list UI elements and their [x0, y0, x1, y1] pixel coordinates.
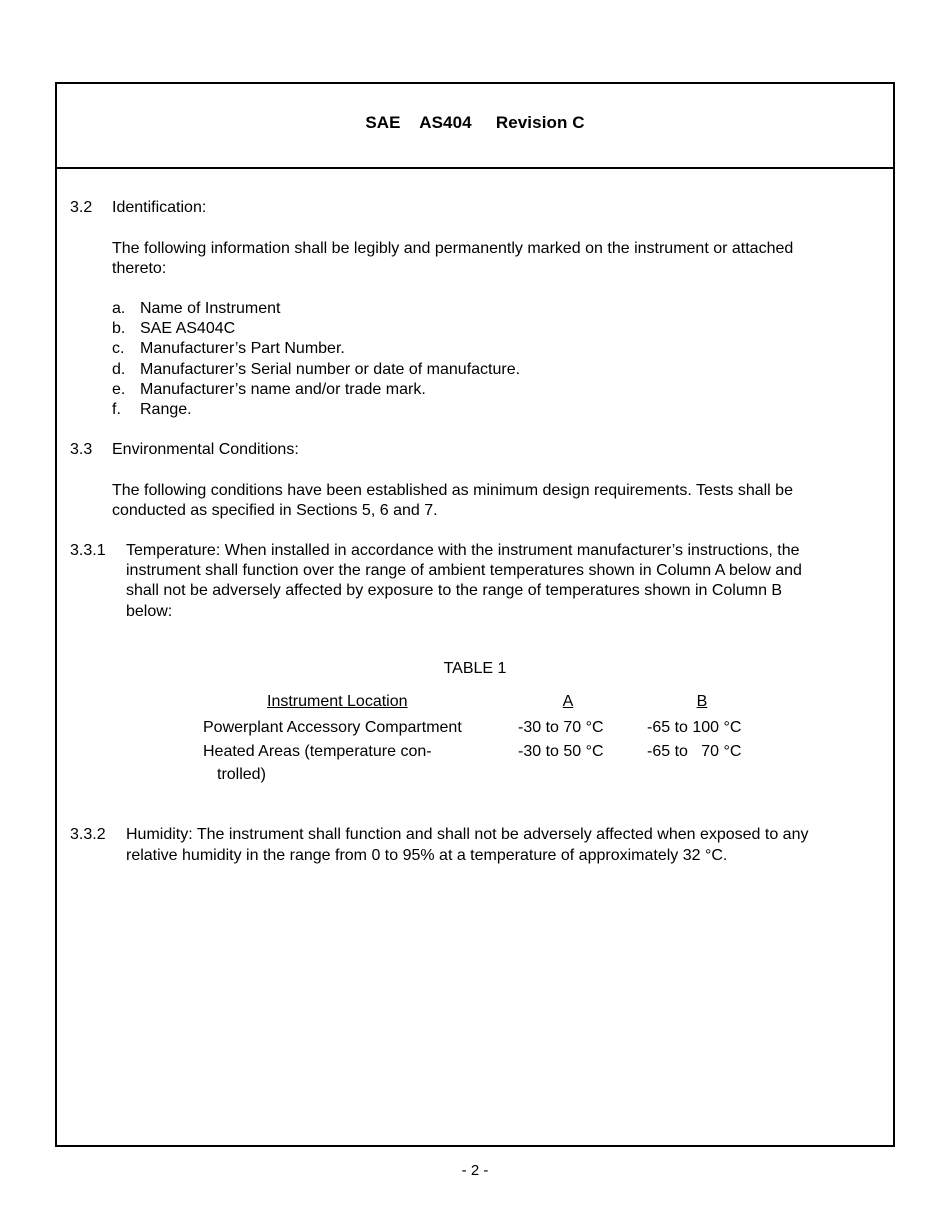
- section-number: 3.3.1: [70, 542, 106, 559]
- list-item-text: Range.: [140, 401, 192, 418]
- table-cell-col-b: -65 to 100 °C: [647, 719, 742, 736]
- list-item-letter: c.: [112, 340, 125, 357]
- paragraph-line: below:: [126, 603, 173, 620]
- table-cell-location-continued: trolled): [217, 766, 266, 783]
- section-number: 3.3.2: [70, 826, 106, 843]
- list-item-text: Manufacturer’s name and/or trade mark.: [140, 381, 426, 398]
- list-item-letter: f.: [112, 401, 121, 418]
- paragraph-line: Temperature: When installed in accordance with the instrument manufacturer’s instructions, the: [126, 542, 800, 559]
- table-cell-col-b: -65 to 70 °C: [647, 743, 742, 760]
- table-header-col-a: A: [562, 693, 574, 710]
- table-header-col-b: B: [696, 693, 708, 710]
- table-cell-col-a: -30 to 70 °C: [518, 719, 604, 736]
- list-item-text: Name of Instrument: [140, 300, 281, 317]
- section-number: 3.2: [70, 199, 93, 216]
- section-heading: Environmental Conditions:: [112, 441, 299, 458]
- paragraph-line: The following information shall be legibly and permanently marked on the instrument or attached: [112, 240, 794, 257]
- table-cell-location: Powerplant Accessory Compartment: [203, 719, 462, 736]
- paragraph-line: Humidity: The instrument shall function and shall not be adversely affected when exposed to any: [126, 826, 809, 843]
- paragraph-line: shall not be adversely affected by exposure to the range of temperatures shown in Column B: [126, 582, 783, 599]
- paragraph-line: thereto:: [112, 260, 167, 277]
- table-cell-location: Heated Areas (temperature con-: [203, 743, 432, 760]
- list-item-letter: b.: [112, 320, 126, 337]
- list-item-text: SAE AS404C: [140, 320, 236, 337]
- paragraph-line: instrument shall function over the range of ambient temperatures shown in Column A below and: [126, 562, 802, 579]
- paragraph-line: The following conditions have been established as minimum design requirements. Tests shall be: [112, 482, 793, 499]
- section-heading: Identification:: [112, 199, 207, 216]
- paragraph-line: relative humidity in the range from 0 to 95% at a temperature of approximately 32 °C.: [126, 847, 728, 864]
- table-header-location: Instrument Location: [267, 693, 408, 710]
- document-title: SAE AS404 Revision C: [365, 113, 585, 132]
- section-number: 3.3: [70, 441, 93, 458]
- list-item-letter: e.: [112, 381, 126, 398]
- table-title: TABLE 1: [443, 660, 507, 677]
- list-item-text: Manufacturer’s Part Number.: [140, 340, 345, 357]
- list-item-letter: d.: [112, 361, 126, 378]
- document-header: [57, 84, 893, 169]
- list-item-letter: a.: [112, 300, 126, 317]
- table-cell-col-a: -30 to 50 °C: [518, 743, 604, 760]
- list-item-text: Manufacturer’s Serial number or date of manufacture.: [140, 361, 521, 378]
- paragraph-line: conducted as specified in Sections 5, 6 and 7.: [112, 502, 438, 519]
- page-number: - 2 -: [461, 1162, 489, 1179]
